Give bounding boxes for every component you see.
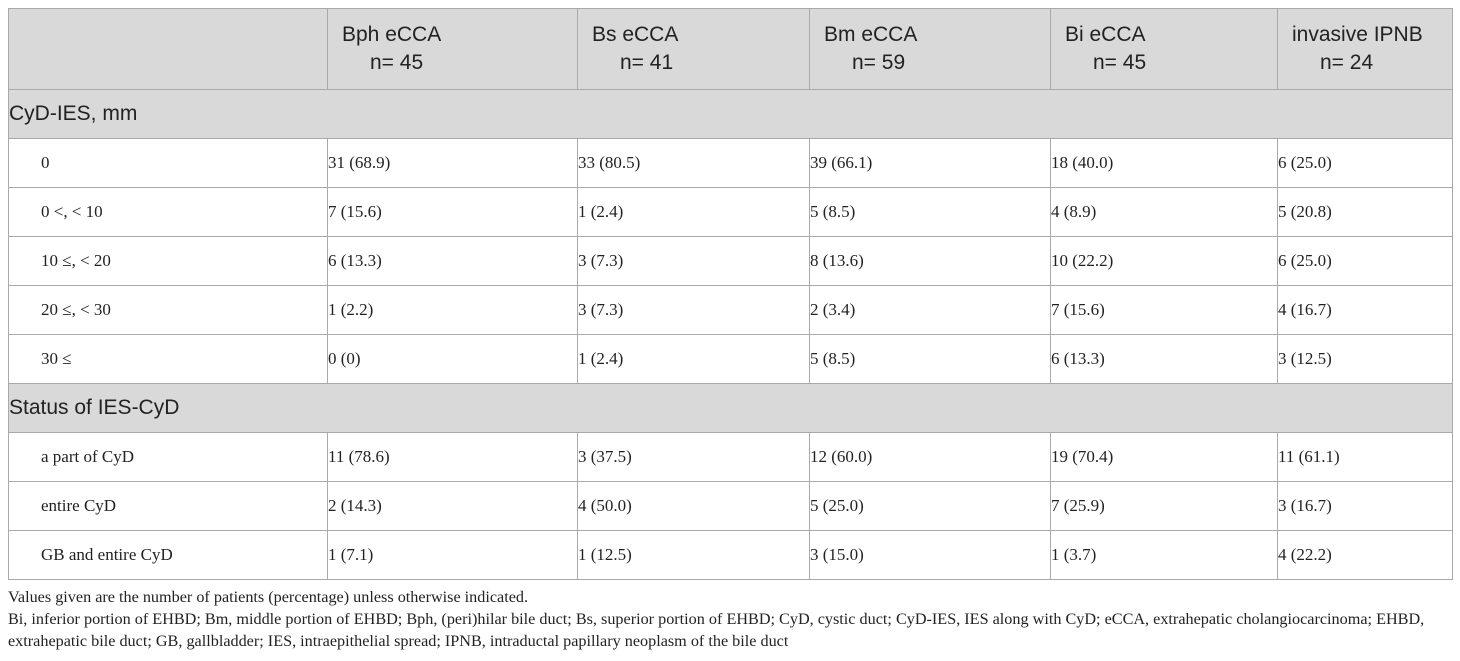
cell: 4 (16.7) xyxy=(1278,286,1453,335)
row-label: 0 xyxy=(9,139,328,188)
header-n: n= 45 xyxy=(370,51,424,74)
cell: 0 (0) xyxy=(328,335,578,384)
table-row xyxy=(9,286,1453,335)
cell: 6 (13.3) xyxy=(1051,335,1278,384)
cell: 11 (78.6) xyxy=(328,433,578,482)
cell: 1 (2.4) xyxy=(578,335,810,384)
cell: 5 (20.8) xyxy=(1278,188,1453,237)
cell: 4 (50.0) xyxy=(578,482,810,531)
header-label: Bi eCCA xyxy=(1065,23,1146,46)
data-table xyxy=(8,8,1453,580)
cell: 11 (61.1) xyxy=(1278,433,1453,482)
row-label: 0 <, < 10 xyxy=(9,188,328,237)
cell: 10 (22.2) xyxy=(1051,237,1278,286)
header-bs xyxy=(578,9,810,90)
table-row xyxy=(9,139,1453,188)
cell: 39 (66.1) xyxy=(810,139,1051,188)
cell: 1 (3.7) xyxy=(1051,531,1278,580)
cell: 7 (15.6) xyxy=(328,188,578,237)
header-bm xyxy=(810,9,1051,90)
header-blank xyxy=(9,9,328,90)
row-label: 30 ≤ xyxy=(9,335,328,384)
table-row xyxy=(9,531,1453,580)
header-n: n= 59 xyxy=(852,51,906,74)
section-header xyxy=(9,90,1453,139)
table-row xyxy=(9,482,1453,531)
table-row xyxy=(9,237,1453,286)
cell: 4 (22.2) xyxy=(1278,531,1453,580)
cell: 6 (13.3) xyxy=(328,237,578,286)
cell: 3 (7.3) xyxy=(578,286,810,335)
cell: 1 (12.5) xyxy=(578,531,810,580)
table-row xyxy=(9,335,1453,384)
cell: 3 (16.7) xyxy=(1278,482,1453,531)
cell: 2 (3.4) xyxy=(810,286,1051,335)
footnote-abbreviations: Bi, inferior portion of EHBD; Bm, middle portion of EHBD; Bph, (peri)hilar bile duct; Bs, superior portion of EHBD; CyD, cystic duct; CyD-IES, IES along with CyD; eCCA, extrahepatic cholangiocarcinoma; EHBD, extrahepatic bile duct; GB, gallbladder; IES, intraepithelial spread; IPNB, intraductal papillary neoplasm of the bile duct xyxy=(8,610,1425,650)
table-footnotes xyxy=(8,586,1452,652)
section-title: Status of IES-CyD xyxy=(9,384,1453,433)
cell: 5 (8.5) xyxy=(810,188,1051,237)
section-header xyxy=(9,384,1453,433)
cell: 12 (60.0) xyxy=(810,433,1051,482)
cell: 7 (15.6) xyxy=(1051,286,1278,335)
cell: 19 (70.4) xyxy=(1051,433,1278,482)
cell: 3 (37.5) xyxy=(578,433,810,482)
cell: 6 (25.0) xyxy=(1278,139,1453,188)
table-row xyxy=(9,433,1453,482)
table-figure xyxy=(8,8,1452,652)
cell: 1 (2.4) xyxy=(578,188,810,237)
section-title: CyD-IES, mm xyxy=(9,90,1453,139)
cell: 33 (80.5) xyxy=(578,139,810,188)
cell: 2 (14.3) xyxy=(328,482,578,531)
cell: 8 (13.6) xyxy=(810,237,1051,286)
cell: 6 (25.0) xyxy=(1278,237,1453,286)
header-label: Bm eCCA xyxy=(824,23,918,46)
header-row xyxy=(9,9,1453,90)
row-label: 10 ≤, < 20 xyxy=(9,237,328,286)
header-n: n= 41 xyxy=(620,51,674,74)
cell: 4 (8.9) xyxy=(1051,188,1278,237)
cell: 3 (12.5) xyxy=(1278,335,1453,384)
cell: 5 (8.5) xyxy=(810,335,1051,384)
row-label: 20 ≤, < 30 xyxy=(9,286,328,335)
header-bph xyxy=(328,9,578,90)
row-label: entire CyD xyxy=(9,482,328,531)
cell: 3 (7.3) xyxy=(578,237,810,286)
header-ipnb xyxy=(1278,9,1453,90)
header-n: n= 24 xyxy=(1320,51,1374,74)
cell: 1 (2.2) xyxy=(328,286,578,335)
header-label: invasive IPNB xyxy=(1292,23,1423,46)
footnote-values: Values given are the number of patients (percentage) unless otherwise indicated. xyxy=(8,588,529,606)
row-label: a part of CyD xyxy=(9,433,328,482)
cell: 3 (15.0) xyxy=(810,531,1051,580)
cell: 7 (25.9) xyxy=(1051,482,1278,531)
header-label: Bs eCCA xyxy=(592,23,679,46)
header-label: Bph eCCA xyxy=(342,23,442,46)
header-bi xyxy=(1051,9,1278,90)
row-label: GB and entire CyD xyxy=(9,531,328,580)
cell: 1 (7.1) xyxy=(328,531,578,580)
cell: 31 (68.9) xyxy=(328,139,578,188)
cell: 18 (40.0) xyxy=(1051,139,1278,188)
cell: 5 (25.0) xyxy=(810,482,1051,531)
table-row xyxy=(9,188,1453,237)
header-n: n= 45 xyxy=(1093,51,1147,74)
